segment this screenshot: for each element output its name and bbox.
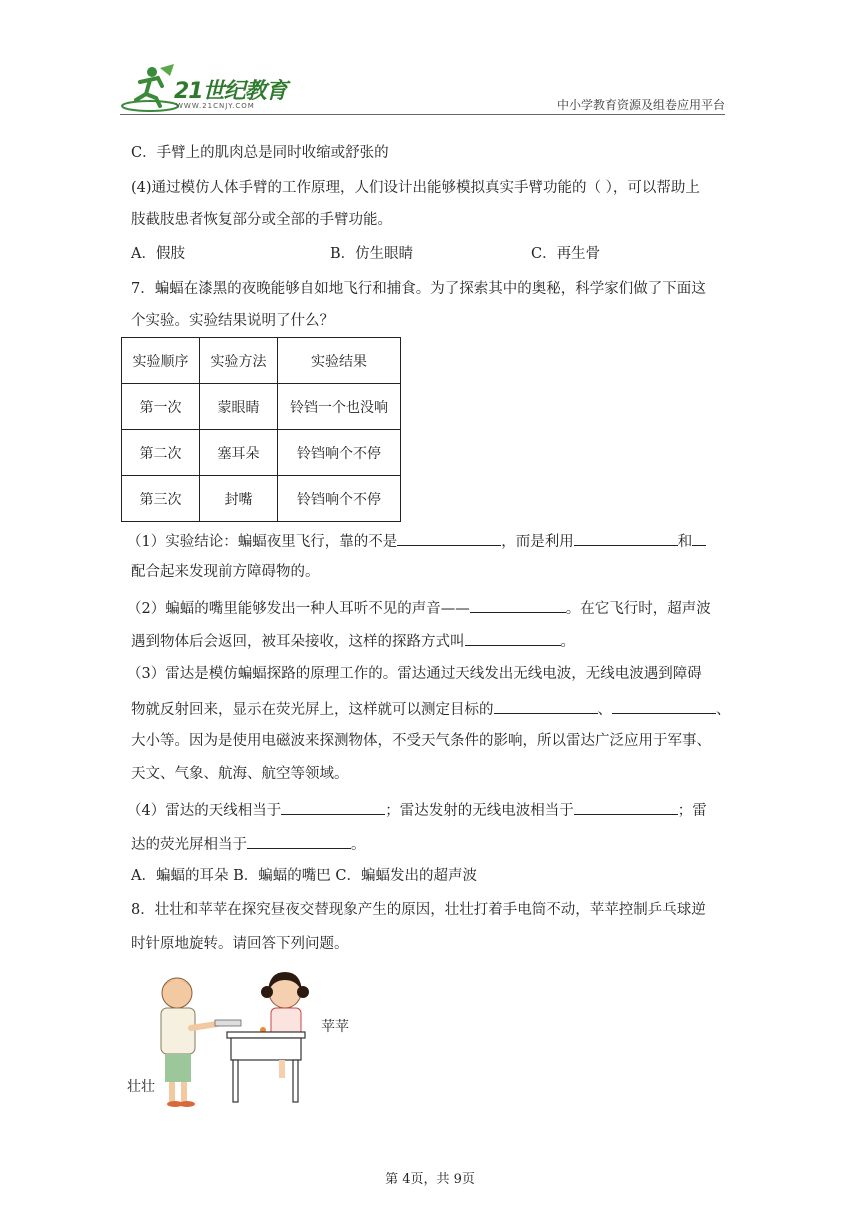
q7-s1-line2: 配合起来发现前方障碍物的。 — [131, 564, 320, 580]
q7-s2-text-a: （2）蝙蝠的嘴里能够发出一种人耳听不见的声音—— — [127, 601, 470, 617]
q6-option-c: C．手臂上的肌肉总是同时收缩或舒张的 — [131, 145, 389, 161]
table-header-cell: 实验方法 — [200, 338, 278, 384]
q7-s3-line2 — [131, 697, 731, 720]
q6-option-c2: C．再生骨 — [531, 246, 601, 262]
table-cell: 第二次 — [122, 430, 200, 476]
answer-blank — [574, 529, 678, 546]
answer-blank — [465, 629, 561, 646]
q6-option-a: A．假肢 — [131, 246, 185, 262]
answer-blank — [574, 798, 678, 815]
q7-s1-text-b: ，而是利用 — [501, 534, 574, 550]
q8-illustration — [125, 968, 365, 1110]
answer-blank — [612, 697, 716, 714]
table-cell: 塞耳朵 — [200, 430, 278, 476]
q7-s3-line4: 天文、气象、航海、航空等领域。 — [131, 766, 349, 782]
page-header — [120, 62, 725, 116]
answer-blank — [494, 697, 598, 714]
answer-blank — [397, 529, 501, 546]
q7-s4-text-c: ；雷 — [677, 803, 707, 819]
table-cell: 铃铛响个不停 — [278, 476, 401, 522]
answer-blank — [247, 832, 351, 849]
children-experiment-illustration — [125, 968, 365, 1110]
answer-blank — [281, 798, 385, 815]
q6-sub4-line2: 肢截肢患者恢复部分或全部的手臂功能。 — [131, 212, 392, 228]
q7-s2-text-d: 。 — [560, 634, 575, 650]
table-cell: 铃铛一个也没响 — [278, 384, 401, 430]
table-cell: 第一次 — [122, 384, 200, 430]
site-logo — [120, 62, 300, 114]
q7-s4-line2 — [131, 832, 366, 855]
q7-s4-text-e: 。 — [351, 837, 366, 853]
table-header-cell: 实验结果 — [278, 338, 401, 384]
q7-stem-line1: 7．蝙蝠在漆黑的夜晚能够自如地飞行和捕食。为了探索其中的奥秘，科学家们做了下面这 — [131, 281, 706, 297]
experiment-table — [121, 337, 401, 522]
table-cell: 封嘴 — [200, 476, 278, 522]
q7-s2-text-c: 遇到物体后会返回，被耳朵接收，这样的探路方式叫 — [131, 634, 465, 650]
q7-stem-line2: 个实验。实验结果说明了什么？ — [131, 313, 334, 329]
table-row — [122, 476, 401, 522]
runner-logo-icon — [120, 62, 180, 114]
q7-s2-line1 — [127, 596, 711, 619]
q6-sub4-line1: (4)通过模仿人体手臂的工作原理，人们设计出能够模拟真实手臂功能的（ ），可以帮助上 — [131, 180, 700, 196]
answer-blank — [470, 596, 566, 613]
q7-s3-line3: 大小等。因为是使用电磁波来探测物体，不受天气条件的影响，所以雷达广泛应用于军事、 — [131, 733, 711, 749]
label-pingping: 苹苹 — [321, 1019, 349, 1035]
q7-s4-line1 — [127, 798, 707, 821]
page-number: 第 4页，共 9页 — [385, 1172, 475, 1187]
q7-s3-sep: 、 — [716, 702, 731, 718]
q7-s3-line1: （3）雷达是模仿蝙蝠探路的原理工作的。雷达通过天线发出无线电波，无线电波遇到障碍 — [127, 666, 702, 682]
table-header-row — [122, 338, 401, 384]
q7-s1-text-a: （1）实验结论：蝙蝠夜里飞行，靠的不是 — [127, 534, 398, 550]
q8-stem-line1: 8．壮壮和苹苹在探究昼夜交替现象产生的原因，壮壮打着手电筒不动，苹苹控制乒乓球逆 — [131, 902, 706, 918]
table-row — [122, 384, 401, 430]
logo-text: 21世纪教育 — [174, 79, 287, 104]
q7-s3-text-a: 物就反射回来，显示在荧光屏上，这样就可以测定目标的 — [131, 702, 494, 718]
header-divider — [120, 114, 725, 115]
label-zhuangzhuang: 壮壮 — [127, 1079, 155, 1095]
answer-blank — [692, 529, 706, 546]
q7-s2-text-b: 。在它飞行时，超声波 — [565, 601, 711, 617]
table-cell: 第三次 — [122, 476, 200, 522]
q7-options: A．蝙蝠的耳朵 B．蝙蝠的嘴巴 C．蝙蝠发出的超声波 — [131, 868, 477, 884]
q7-s4-text-a: （4）雷达的天线相当于 — [127, 803, 282, 819]
q8-stem-line2: 时针原地旋转。请回答下列问题。 — [131, 936, 349, 952]
q7-s4-text-d: 达的荧光屏相当于 — [131, 837, 247, 853]
q7-s4-text-b: ；雷达发射的无线电波相当于 — [385, 803, 574, 819]
q7-s2-line2 — [131, 629, 575, 652]
q7-s1-line1 — [127, 529, 706, 552]
platform-name: 中小学教育资源及组卷应用平台 — [556, 98, 725, 112]
q7-s1-text-c: 和 — [677, 534, 693, 550]
table-row — [122, 430, 401, 476]
table-cell: 蒙眼睛 — [200, 384, 278, 430]
table-header-cell: 实验顺序 — [122, 338, 200, 384]
logo-url: WWW.21CNJY.COM — [176, 102, 255, 110]
q6-option-b: B．仿生眼睛 — [330, 246, 414, 262]
q7-s3-sep: 、 — [597, 702, 612, 718]
table-cell: 铃铛响个不停 — [278, 430, 401, 476]
